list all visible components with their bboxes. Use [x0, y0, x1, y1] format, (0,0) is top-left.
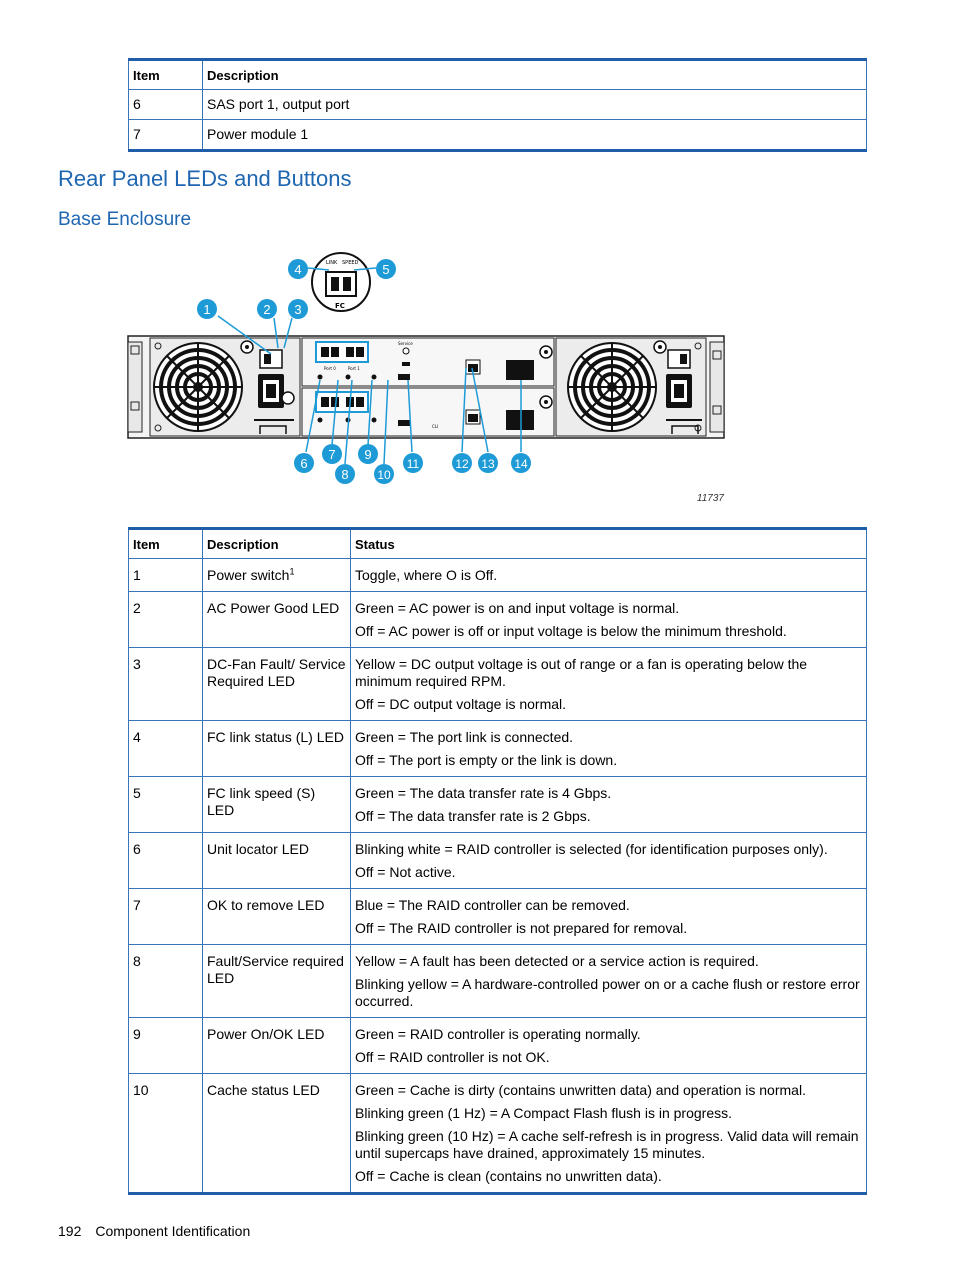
item-cell: 2: [129, 592, 203, 648]
rear-panel-figure: [126, 250, 730, 508]
callout-9: [358, 444, 378, 464]
callout-10: [374, 464, 394, 484]
status-cell: Green = The data transfer rate is 4 Gbps. Off = The data transfer rate is 2 Gbps.: [351, 777, 867, 833]
table-row: [129, 833, 867, 889]
right-ear: [710, 342, 724, 432]
section-title: Rear Panel LEDs and Buttons: [58, 166, 352, 191]
table-row: [129, 777, 867, 833]
svg-text:7: 7: [328, 447, 336, 462]
callout-8: [335, 464, 355, 484]
svg-text:14: 14: [514, 457, 528, 471]
svg-text:9: 9: [364, 447, 372, 462]
callout-14: [511, 453, 531, 473]
table-header-row: [129, 529, 867, 559]
left-power-module: [150, 338, 300, 436]
table-row: [129, 592, 867, 648]
figure-id-label: 11737: [696, 493, 724, 504]
status-cell: Blinking white = RAID controller is selected (for identification purposes only). Off = Not active.: [351, 833, 867, 889]
service-label: Service: [398, 341, 413, 346]
description-cell: Cache status LED: [203, 1074, 351, 1194]
svg-text:4: 4: [294, 262, 302, 277]
description-cell: Fault/Service required LED: [203, 945, 351, 1018]
svg-text:2: 2: [263, 302, 271, 317]
callout-3: [288, 299, 308, 319]
cli-label: CLI: [432, 424, 439, 429]
subsection-title: Base Enclosure: [58, 209, 192, 230]
page-footer: [58, 1223, 250, 1239]
table-row: [129, 1074, 867, 1194]
status-cell: Green = The port link is connected. Off = The port is empty or the link is down.: [351, 721, 867, 777]
col-header-description: Description: [203, 529, 351, 559]
status-cell: Green = Cache is dirty (contains unwritten data) and operation is normal. Blinking green (1 Hz) = A Compact Flash flush is in progress. Blinking green (10 Hz) = A cache self-refresh is in progress. Valid data will remain until supercaps have drained, approximately 15 minutes. Off = Cache is clean (contains no unwritten data).: [351, 1074, 867, 1194]
item-cell: 4: [129, 721, 203, 777]
top-item-table: [128, 58, 867, 152]
description-cell: Power On/OK LED: [203, 1018, 351, 1074]
svg-text:11: 11: [406, 457, 420, 471]
description-cell: FC link status (L) LED: [203, 721, 351, 777]
port0-label: Port 0: [324, 366, 336, 371]
svg-text:8: 8: [341, 467, 349, 482]
table-row: [129, 90, 867, 120]
status-cell: Green = AC power is on and input voltage is normal. Off = AC power is off or input voltage is below the minimum threshold.: [351, 592, 867, 648]
cache-module-a: [506, 360, 534, 380]
table-row: [129, 120, 867, 151]
callout-1: [197, 299, 217, 319]
table-row: [129, 648, 867, 721]
callout-2: [257, 299, 277, 319]
item-cell: 9: [129, 1018, 203, 1074]
description-cell: FC link speed (S) LED: [203, 777, 351, 833]
table-header-row: [129, 60, 867, 90]
table-row: [129, 889, 867, 945]
chapter-title: Component Identification: [95, 1223, 251, 1239]
controller-a: [302, 338, 554, 386]
right-fan-grille: [568, 343, 656, 431]
item-cell: 3: [129, 648, 203, 721]
footnote-marker: 1: [289, 566, 295, 577]
description-cell: Power module 1: [203, 120, 867, 151]
right-power-module: [556, 338, 706, 436]
col-header-item: Item: [129, 529, 203, 559]
item-cell: 6: [129, 90, 203, 120]
left-ear: [128, 342, 142, 432]
callout-13: [478, 453, 498, 473]
led-status-table: [128, 527, 867, 1195]
controller-b: [302, 388, 554, 436]
callout-12: [452, 453, 472, 473]
table-row: [129, 1018, 867, 1074]
description-cell: AC Power Good LED: [203, 592, 351, 648]
svg-text:12: 12: [455, 457, 469, 471]
callout-4: [288, 259, 308, 279]
description-cell: Power switch$^1$: [203, 559, 351, 592]
callout-11: [403, 453, 423, 473]
link-label: LINK: [326, 260, 338, 266]
svg-text:6: 6: [300, 456, 308, 471]
svg-text:13: 13: [481, 457, 495, 471]
status-cell: Yellow = DC output voltage is out of range or a fan is operating below the minimum required RPM. Off = DC output voltage is normal.: [351, 648, 867, 721]
item-cell: 7: [129, 889, 203, 945]
svg-text:10: 10: [377, 468, 391, 482]
description-cell: SAS port 1, output port: [203, 90, 867, 120]
item-cell: 7: [129, 120, 203, 151]
col-header-status: Status: [351, 529, 867, 559]
item-cell: 10: [129, 1074, 203, 1194]
port1-label: Port 1: [348, 366, 360, 371]
item-cell: 1: [129, 559, 203, 592]
item-cell: 6: [129, 833, 203, 889]
left-fan-grille: [154, 343, 242, 431]
callout-6: [294, 453, 314, 473]
svg-text:1: 1: [203, 302, 211, 317]
table-row: [129, 721, 867, 777]
status-cell: Yellow = A fault has been detected or a service action is required. Blinking yellow = A hardware-controlled power on or a cache flush or restore error occurred.: [351, 945, 867, 1018]
item-cell: 5: [129, 777, 203, 833]
description-cell: Unit locator LED: [203, 833, 351, 889]
page-number: 192: [58, 1223, 82, 1239]
status-cell: Toggle, where O is Off.: [351, 559, 867, 592]
status-cell: Green = RAID controller is operating normally. Off = RAID controller is not OK.: [351, 1018, 867, 1074]
table-row: [129, 559, 867, 592]
speed-label: SPEED: [342, 260, 359, 266]
callout-5: [376, 259, 396, 279]
fc-port-inset: [312, 253, 370, 311]
description-cell: DC-Fan Fault/ Service Required LED: [203, 648, 351, 721]
svg-text:5: 5: [382, 262, 390, 277]
col-header-description: Description: [203, 60, 867, 90]
description-cell: OK to remove LED: [203, 889, 351, 945]
table-row: [129, 945, 867, 1018]
svg-text:3: 3: [294, 302, 302, 317]
col-header-item: Item: [129, 60, 203, 90]
callout-7: [322, 444, 342, 464]
fc-label: FC: [335, 302, 345, 310]
item-cell: 8: [129, 945, 203, 1018]
status-cell: Blue = The RAID controller can be removed. Off = The RAID controller is not prepared for removal.: [351, 889, 867, 945]
